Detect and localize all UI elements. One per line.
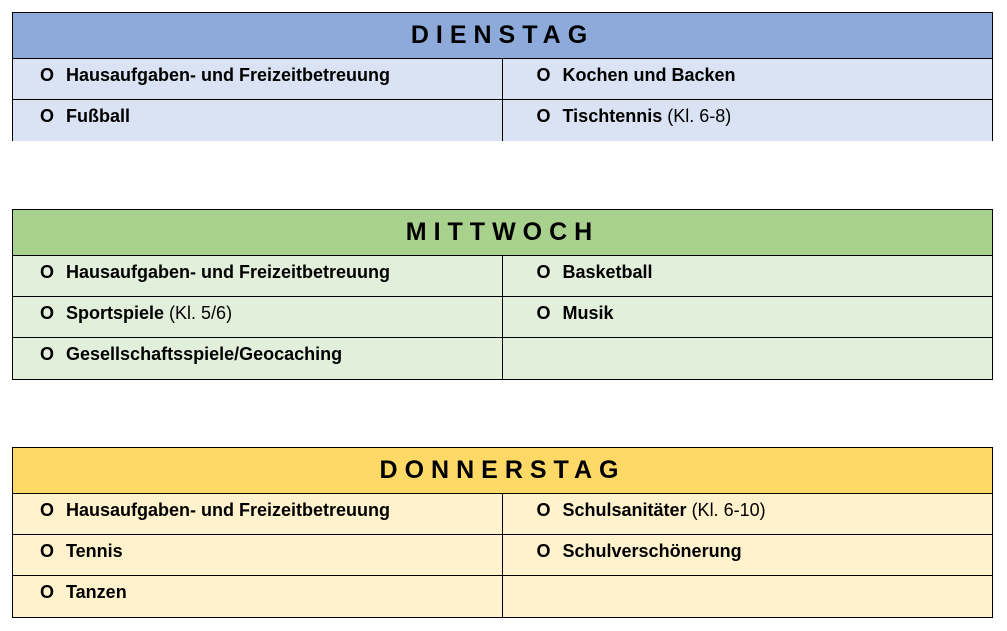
activity-label: Basketball (562, 262, 653, 282)
schedule-table-dienstag (12, 12, 993, 141)
empty-cell (503, 576, 993, 617)
activity-cell (503, 256, 993, 296)
checkbox-marker: O (40, 303, 55, 323)
grade-note: (Kl. 6-8) (667, 106, 732, 126)
activity-label: Schulverschönerung (562, 541, 742, 561)
table-row (13, 100, 992, 141)
activity-cell (13, 297, 503, 337)
schedule-table-donnerstag (12, 447, 993, 618)
checkbox-marker: O (536, 106, 551, 126)
activity-cell (13, 100, 503, 141)
checkbox-marker: O (40, 262, 55, 282)
table-row (13, 59, 992, 100)
activity-label: Tischtennis (562, 106, 663, 126)
activity-label: Tanzen (66, 582, 127, 602)
grade-note: (Kl. 6-10) (691, 500, 766, 520)
activity-label: Fußball (66, 106, 131, 126)
activity-cell (13, 535, 503, 575)
checkbox-marker: O (536, 541, 551, 561)
activity-cell (13, 256, 503, 296)
grade-note: (Kl. 5/6) (169, 303, 233, 323)
table-row (13, 576, 992, 617)
table-row (13, 535, 992, 576)
activity-cell (13, 338, 503, 379)
activity-cell (503, 59, 993, 99)
schedule-table-mittwoch (12, 209, 993, 380)
activity-cell (503, 494, 993, 534)
day-header-dienstag: DIENSTAG (13, 13, 992, 59)
checkbox-marker: O (40, 500, 55, 520)
activity-cell (13, 576, 503, 617)
checkbox-marker: O (40, 344, 55, 364)
checkbox-marker: O (536, 65, 551, 85)
activity-cell (503, 297, 993, 337)
table-row (13, 338, 992, 379)
checkbox-marker: O (536, 500, 551, 520)
checkbox-marker: O (536, 303, 551, 323)
activity-label: Kochen und Backen (562, 65, 736, 85)
checkbox-marker: O (40, 65, 55, 85)
activity-cell (13, 494, 503, 534)
checkbox-marker: O (40, 541, 55, 561)
day-header-donnerstag: DONNERSTAG (13, 448, 992, 494)
activity-label: Hausaufgaben- und Freizeitbetreuung (66, 262, 391, 282)
checkbox-marker: O (40, 106, 55, 126)
checkbox-marker: O (536, 262, 551, 282)
activity-label: Schulsanitäter (562, 500, 687, 520)
activity-label: Musik (562, 303, 614, 323)
activity-label: Gesellschaftsspiele/Geocaching (66, 344, 343, 364)
activity-cell (13, 59, 503, 99)
day-header-mittwoch: MITTWOCH (13, 210, 992, 256)
empty-cell (503, 338, 993, 379)
activity-label: Sportspiele (66, 303, 165, 323)
activity-label: Hausaufgaben- und Freizeitbetreuung (66, 500, 391, 520)
activity-cell (503, 535, 993, 575)
activity-label: Hausaufgaben- und Freizeitbetreuung (66, 65, 391, 85)
table-row (13, 297, 992, 338)
activity-label: Tennis (66, 541, 123, 561)
activity-cell (503, 100, 993, 141)
table-row (13, 494, 992, 535)
table-row (13, 256, 992, 297)
checkbox-marker: O (40, 582, 55, 602)
